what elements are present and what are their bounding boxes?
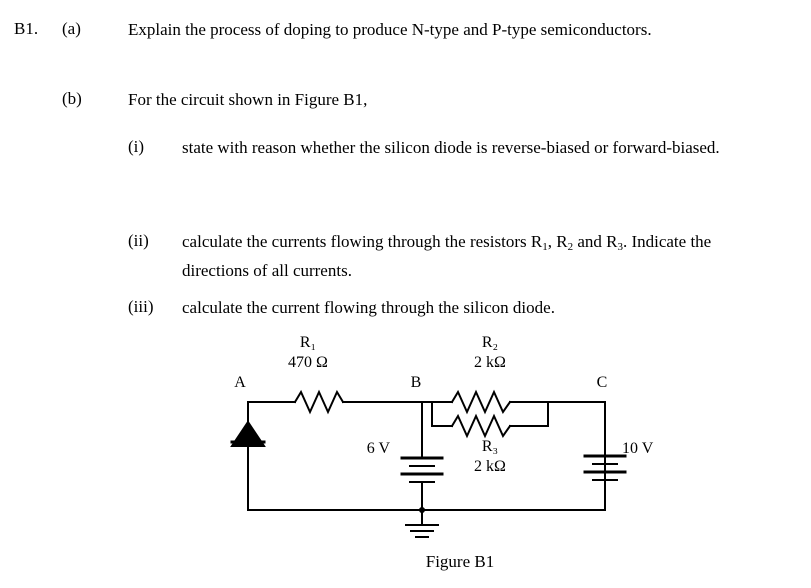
circuit-figure (200, 330, 720, 580)
right-source-label: 10 V (622, 440, 654, 457)
subpart-ii-text-before: calculate the currents flowing through the resistors R (182, 232, 543, 251)
figure-caption: Figure B1 (425, 552, 495, 571)
subpart-ii-r2-sub: 2 (567, 241, 574, 253)
subpart-i-text: state with reason whether the silicon diode is reverse-biased or forward-biased. (182, 138, 720, 157)
subpart-ii-mid1: , R (547, 232, 568, 251)
r3-value-label: 2 kΩ (474, 458, 506, 475)
diode-symbol (232, 422, 264, 446)
subpart-ii-text-after: . Indicate the directions of all currents. (182, 232, 712, 280)
part-a-letter: (a) (62, 19, 81, 38)
part-b-letter: (b) (62, 89, 82, 108)
part-a-text: Explain the process of doping to produce N-type and P-type semiconductors. (128, 20, 652, 39)
left-source-label: 6 V (366, 440, 390, 457)
part-b-text: For the circuit shown in Figure B1, (128, 90, 368, 109)
node-c-label: C (596, 374, 608, 391)
ground-junction-dot (419, 507, 425, 513)
subpart-ii-letter: (ii) (128, 231, 149, 250)
r1-label: R₁ (299, 334, 317, 351)
r3-label: R₃ (481, 438, 499, 455)
subpart-ii-text (182, 230, 772, 282)
subpart-i-letter: (i) (128, 137, 145, 156)
node-b-label: B (410, 374, 422, 391)
r1-value-label: 470 Ω (288, 354, 328, 371)
subpart-ii-mid2: and R (573, 232, 618, 251)
node-a-label: A (234, 374, 246, 391)
subpart-iii-text: calculate the current flowing through the silicon diode. (182, 298, 555, 317)
subpart-iii-letter: (iii) (128, 297, 154, 316)
r2-value-label: 2 kΩ (474, 354, 506, 371)
r2-label: R₂ (481, 334, 499, 351)
subpart-ii-r1-sub: 1 (542, 241, 548, 253)
question-number: B1. (14, 19, 39, 38)
subpart-ii-r3-sub: 3 (617, 241, 623, 253)
